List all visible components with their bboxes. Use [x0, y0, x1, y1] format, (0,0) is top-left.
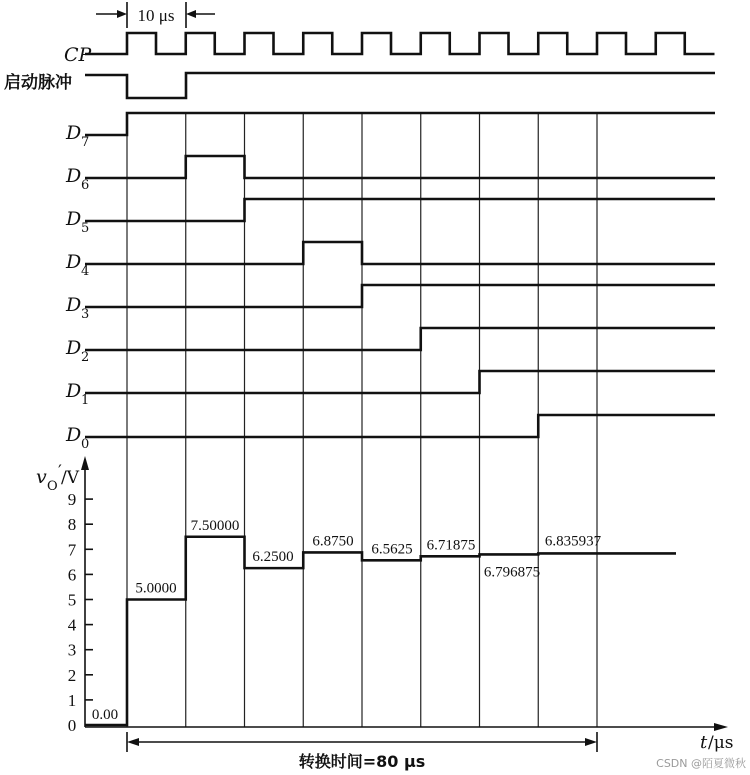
bit-label-sub: 6 — [81, 178, 90, 193]
y-axis-label-prime: ′ — [58, 462, 62, 482]
bit-label-sub: 1 — [81, 393, 90, 408]
bit-signal — [65, 328, 715, 365]
watermark: CSDN @陌夏微秋 — [656, 757, 746, 770]
y-tick-label: 9 — [67, 490, 77, 510]
y-tick-label: 0 — [67, 716, 77, 735]
y-axis-label-main: v — [36, 466, 47, 488]
conversion-time-marker — [127, 732, 597, 771]
clock-label: CP — [64, 44, 92, 66]
bit-label: D — [66, 208, 82, 230]
output-voltage-chart — [36, 456, 734, 753]
bit-waveform — [85, 371, 715, 393]
step-value-label: 6.71875 — [426, 537, 476, 554]
x-axis-unit: /μs — [708, 733, 734, 753]
y-tick-label: 8 — [67, 515, 77, 535]
bit-label: D — [66, 337, 82, 359]
bit-label-sub: 7 — [81, 135, 90, 150]
bit-label: D — [66, 294, 82, 316]
bit-signal — [65, 242, 715, 279]
bit-signal — [65, 371, 715, 408]
start-pulse-signal — [4, 72, 715, 98]
period-label: 10 μs — [137, 6, 175, 25]
bit-waveforms — [65, 113, 715, 452]
step-value-label: 6.8750 — [312, 533, 354, 550]
step-value-label: 6.5625 — [371, 541, 413, 558]
bit-label: D — [66, 165, 82, 187]
step-value-label: 0.00 — [91, 707, 119, 723]
bit-label: D — [66, 424, 82, 446]
y-tick-label: 4 — [67, 615, 77, 635]
y-tick-label: 7 — [67, 540, 77, 560]
y-tick-label: 2 — [67, 665, 77, 685]
bit-signal — [65, 285, 715, 322]
output-voltage-staircase — [85, 537, 676, 725]
y-tick-label: 3 — [67, 640, 77, 660]
bit-signal — [65, 156, 715, 193]
bit-label-sub: 5 — [81, 221, 90, 236]
step-value-label: 6.835937 — [544, 533, 602, 550]
grid-lines — [127, 112, 597, 727]
bit-waveform — [85, 415, 715, 437]
y-axis-label-unit: /V — [61, 468, 80, 488]
start-pulse-label: 启动脉冲 — [4, 73, 72, 93]
y-axis-label-sub: O — [47, 479, 58, 494]
bit-label-sub: 2 — [81, 350, 90, 365]
y-ticks — [68, 490, 93, 735]
bit-waveform — [85, 328, 715, 350]
step-value-label: 7.50000 — [190, 517, 240, 534]
bit-signal — [65, 415, 715, 452]
bit-label: D — [66, 122, 82, 144]
bit-waveform — [85, 199, 715, 221]
clock-signal — [64, 33, 715, 66]
bit-waveform — [85, 156, 715, 178]
y-tick-label: 5 — [67, 590, 77, 610]
bit-label-sub: 3 — [81, 307, 90, 322]
bit-signal — [65, 199, 715, 236]
bit-label: D — [66, 251, 82, 273]
bit-waveform — [85, 242, 715, 264]
step-value-labels — [92, 518, 602, 723]
y-axis-arrow — [81, 456, 89, 470]
step-value-label: 6.2500 — [252, 549, 294, 566]
clock-waveform — [85, 33, 715, 54]
bit-label-sub: 0 — [81, 437, 90, 452]
start-pulse-waveform — [85, 73, 715, 98]
bit-label: D — [66, 380, 82, 402]
x-axis-arrow — [714, 723, 728, 731]
bit-waveform — [85, 285, 715, 307]
x-axis-label: t — [700, 732, 708, 753]
step-value-label: 5.0000 — [135, 580, 177, 597]
y-tick-label: 1 — [67, 690, 77, 710]
bit-signal — [65, 113, 715, 150]
bit-waveform — [85, 113, 715, 135]
y-tick-label: 6 — [67, 565, 77, 585]
bit-label-sub: 4 — [81, 264, 90, 279]
period-marker — [96, 2, 215, 28]
step-value-label: 6.796875 — [483, 564, 541, 581]
conversion-time-label: 转换时间=80 μs — [298, 752, 426, 771]
